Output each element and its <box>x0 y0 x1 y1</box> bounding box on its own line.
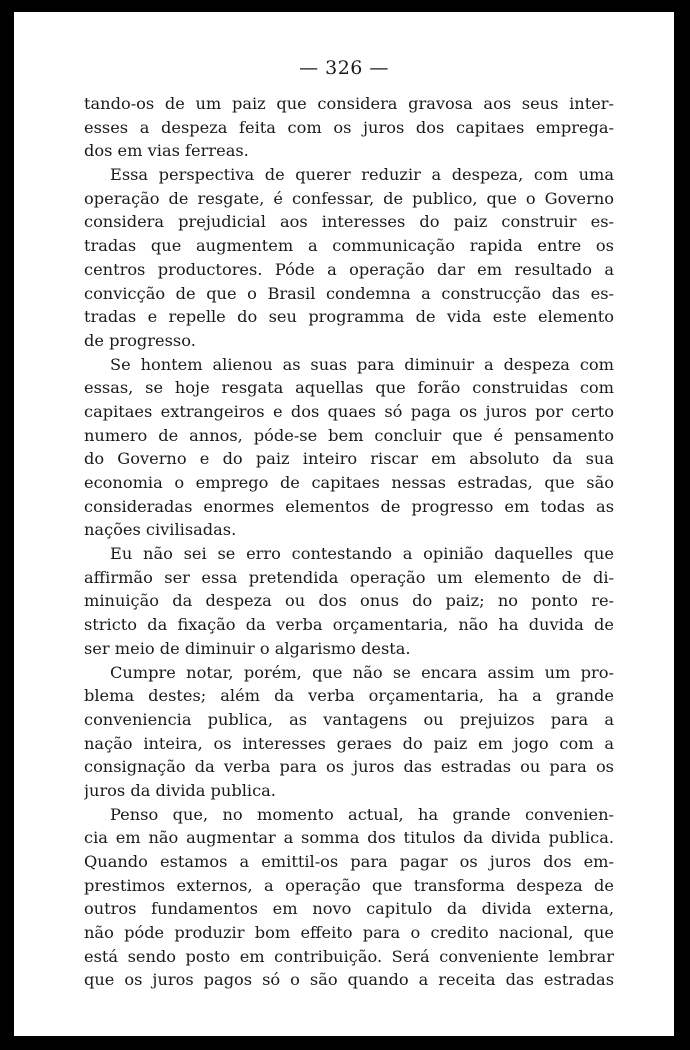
text-line: blema destes; além da verba orçamentaria, ha a grande <box>84 686 614 706</box>
text-line: de progresso. <box>84 330 196 350</box>
text-line: affirmão ser essa pretendida operação um elemento de di- <box>84 567 614 587</box>
text-line: essas, se hoje resgata aquellas que forão construidas com <box>84 378 614 398</box>
text-line: Penso que, no momento actual, ha grande convenien- <box>110 804 614 824</box>
text-line: juros da divida publica. <box>84 780 276 800</box>
document-page <box>14 12 674 1036</box>
text-line: considera prejudicial aos interesses do paiz construir es- <box>84 212 614 232</box>
text-line: consignação da verba para os juros das estradas ou para os <box>84 757 614 777</box>
text-line: dos em vias ferreas. <box>84 141 249 161</box>
text-line: prestimos externos, a operação que transforma despeza de <box>84 875 614 895</box>
text-line: outros fundamentos em novo capitulo da divida externa, <box>84 899 614 919</box>
text-line: Cumpre notar, porém, que não se encara assim um pro- <box>110 662 614 682</box>
text-line: não póde produzir bom effeito para o credito nacional, que <box>84 923 614 943</box>
text-line: conveniencia publica, as vantagens ou prejuizos para a <box>84 709 614 729</box>
text-line: stricto da fixação da verba orçamentaria, não ha duvida de <box>84 615 614 635</box>
text-line: está sendo posto em contribuição. Será conveniente lembrar <box>84 946 614 966</box>
paragraph-1 <box>84 92 614 163</box>
paragraph-6 <box>84 803 614 993</box>
text-line: nação inteira, os interesses geraes do paiz em jogo com a <box>84 733 614 753</box>
text-line: consideradas enormes elementos de progresso em todas as <box>84 496 614 516</box>
paragraph-5 <box>84 661 614 803</box>
text-line: tando-os de um paiz que considera gravosa aos seus inter- <box>84 94 614 113</box>
text-line: operação de resgate, é confessar, de publico, que o Governo <box>84 188 614 208</box>
text-line: cia em não augmentar a somma dos titulos da divida publica. <box>84 828 614 848</box>
text-line: ser meio de diminuir o algarismo desta. <box>84 638 411 658</box>
text-line: do Governo e do paiz inteiro riscar em absoluto da sua <box>84 449 614 469</box>
text-line: economia o emprego de capitaes nessas estradas, que são <box>84 473 614 492</box>
text-line: capitaes extrangeiros e dos quaes só paga os juros por certo <box>84 401 614 421</box>
text-line: Se hontem alienou as suas para diminuir a despeza com <box>110 354 614 374</box>
text-line: minuição da despeza ou dos onus do paiz; no ponto re- <box>84 591 614 611</box>
text-line: Eu não sei se erro contestando a opinião daquelles que <box>110 544 614 564</box>
paragraph-2 <box>84 163 614 353</box>
text-line: nações civilisadas. <box>84 520 237 540</box>
text-line: convicção de que o Brasil condemna a construcção das es- <box>84 283 614 303</box>
paragraph-4 <box>84 542 614 660</box>
text-line: tradas e repelle do seu programma de vida este elemento <box>84 307 614 327</box>
text-line: tradas que augmentem a communicação rapida entre os <box>84 236 614 256</box>
text-line: que os juros pagos só o são quando a receita das estradas <box>84 970 614 990</box>
body-text <box>84 92 614 992</box>
text-line: esses a despeza feita com os juros dos capitaes emprega- <box>84 117 614 137</box>
text-line: numero de annos, póde-se bem concluir que é pensamento <box>84 425 614 445</box>
page-number: — 326 — <box>299 57 389 79</box>
text-line: Quando estamos a emittil-os para pagar os juros dos em- <box>84 852 614 871</box>
paragraph-3 <box>84 353 614 543</box>
text-line: centros productores. Póde a operação dar em resultado a <box>84 259 614 279</box>
text-line: Essa perspectiva de querer reduzir a despeza, com uma <box>110 165 614 185</box>
